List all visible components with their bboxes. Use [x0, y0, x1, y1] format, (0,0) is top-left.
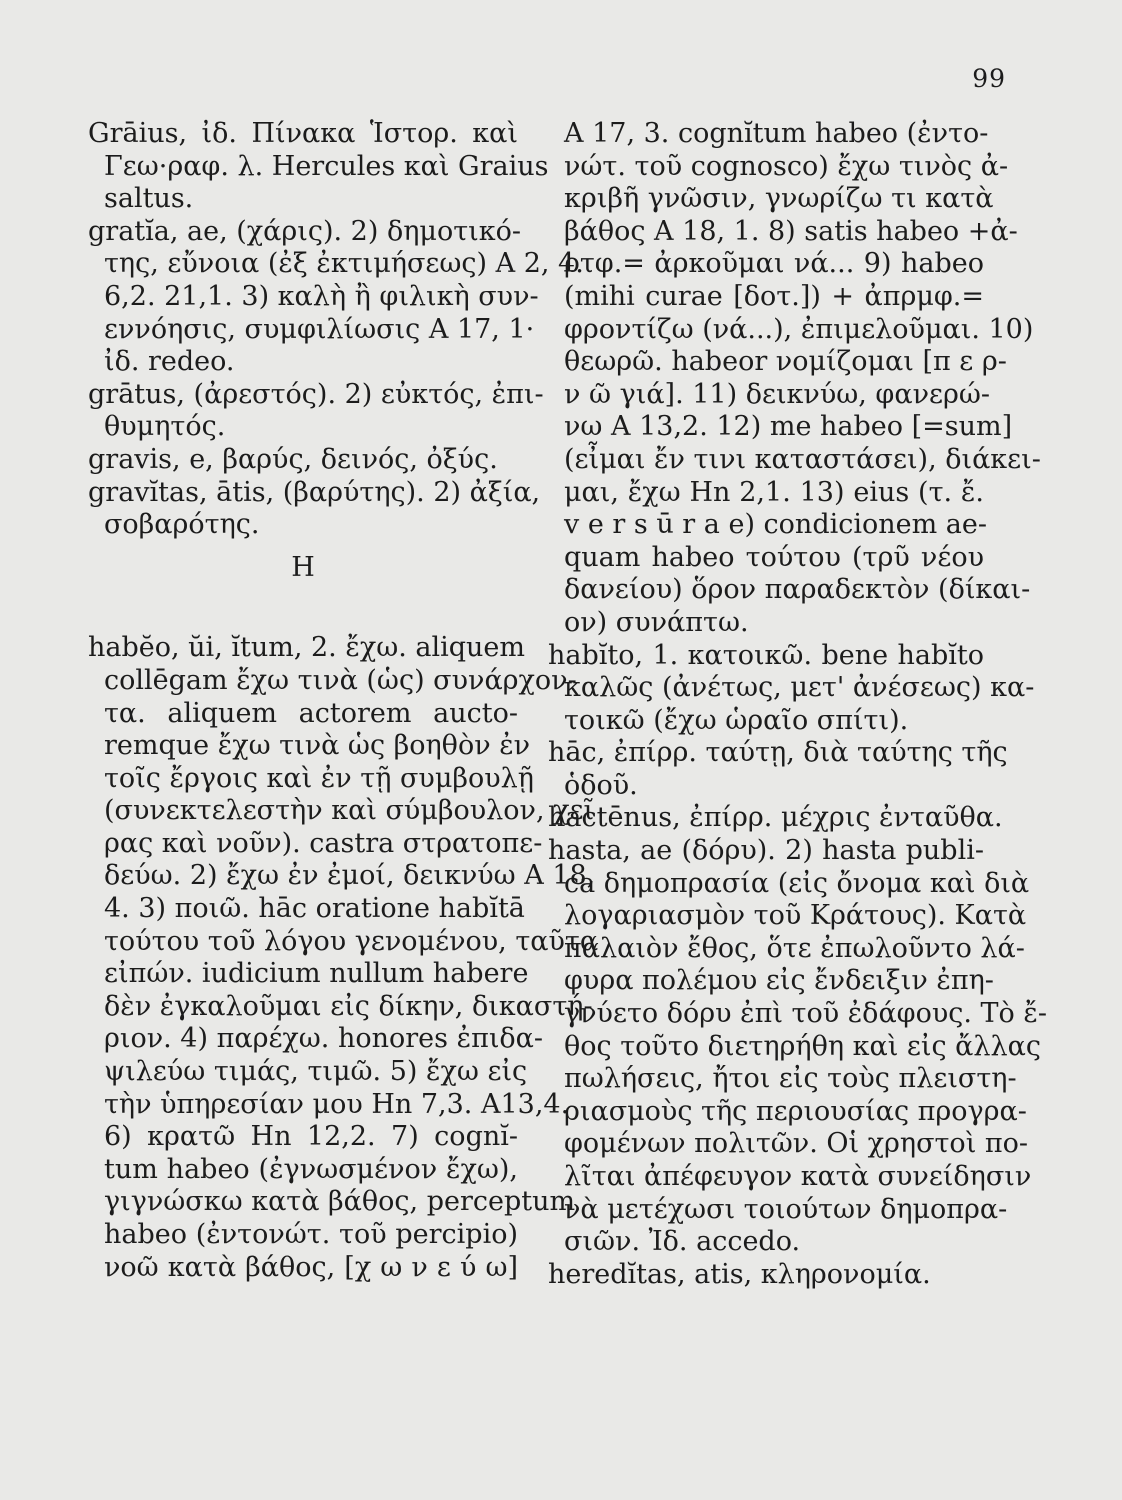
text-line: θος τοῦτο διετηρήθη καὶ εἰς ἄλλας [564, 1030, 1041, 1062]
text-line: gravis, e, βαρύς, δεινός, ὀξύς. [88, 443, 498, 475]
text-line: κριβῆ γνῶσιν, γνωρίζω τι κατὰ [564, 183, 994, 215]
text-line: παλαιὸν ἔθος, ὅτε ἐπωλοῦντο λά- [564, 932, 1025, 964]
text-line: ἰδ. redeo. [104, 346, 235, 378]
text-line: gravĭtas, ātis, (βαρύτης). 2) ἀξία, [88, 476, 541, 508]
text-line: ν ῶ γιά]. 11) δεικνύω, φανερώ- [564, 378, 990, 410]
text-line: δεύω. 2) ἔχω ἐν ἐμοί, δεικνύω Α 18, [104, 860, 596, 892]
text-line: habeo (ἐντονώτ. τοῦ percipio) [104, 1219, 518, 1250]
text-line: ca δημοπρασία (εἰς ὄνομα καὶ διὰ [564, 867, 1030, 899]
text-line: (εἶμαι ἔν τινι καταστάσει), διάκει- [564, 443, 1041, 475]
text-line: εννόησις, συμφιλίωσις Α 17, 1· [104, 313, 535, 345]
text-line: τὴν ὑπηρεσίαν μου Ηn 7,3. Α13,4. [104, 1088, 570, 1120]
left-entries-h [88, 632, 599, 1284]
text-line: Γεω·ραφ. λ. Hercules καὶ Graius [104, 150, 549, 182]
text-line: ὁδοῦ. [564, 769, 638, 801]
text-line: γιγνώσκω κατὰ βάθος, perceptum [104, 1186, 576, 1218]
left-column [88, 118, 599, 1284]
text-line: heredĭtas, atis, κληρονομία. [548, 1258, 931, 1290]
right-column [548, 118, 1047, 1291]
text-line: γνύετο δόρυ ἐπὶ τοῦ ἐδάφους. Τὸ ἔ- [564, 998, 1047, 1030]
text-line: (mihi curae [δοτ.]) + ἀπρμφ.= [564, 280, 984, 312]
text-line: (συνεκτελεστὴν καὶ σύμβουλον, χεῖ [104, 795, 595, 827]
text-line: πωλήσεις, ἤτοι εἰς τοὺς πλειστη- [564, 1063, 1017, 1095]
text-line: τα. aliquem actorem aucto- [104, 697, 518, 729]
text-line: θεωρῶ. habeor νομίζομαι [π ε ρ- [564, 346, 1007, 378]
text-line: v e r s ū r a e) condicionem ae- [564, 509, 988, 541]
text-line: τοικῶ (ἔχω ὡραῖο σπίτι). [564, 704, 909, 736]
text-line: Α 17, 3. cognĭtum habeo (ἐντο- [564, 118, 989, 149]
text-line: habĕo, ŭi, ĭtum, 2. ἔχω. aliquem [88, 632, 525, 664]
text-line: καλῶς (ἀνέτως, μετ' ἀνέσεως) κα- [564, 672, 1035, 704]
text-line: tum habeo (ἐγνωσμένον ἔχω), [104, 1153, 518, 1185]
text-line: λογαριασμὸν τοῦ Κράτους). Κατὰ [564, 900, 1027, 932]
left-entries-g [88, 118, 584, 542]
text-line: νοῶ κατὰ βάθος, [χ ω ν ε ύ ω] [104, 1251, 518, 1283]
text-line: ρας καὶ νοῦν). castra στρατοπε- [104, 827, 543, 859]
text-line: θυμητός. [104, 411, 226, 443]
text-line: gratĭa, ae, (χάρις). 2) δημοτικό- [88, 215, 521, 247]
text-line: τοῖς ἔργοις καὶ ἐν τῇ συμβουλῇ [104, 762, 534, 794]
text-line: μαι, ἔχω Ηn 2,1. 13) eius (τ. ἔ. [564, 476, 984, 508]
text-line: ριασμοὺς τῆς περιουσίας προγρα- [564, 1095, 1027, 1127]
text-line: hactēnus, ἐπίρρ. μέχρις ἐνταῦθα. [548, 802, 1003, 834]
text-line: της, εὔνοια (ἐξ ἐκτιμήσεως) Α 2, 4. [104, 248, 584, 280]
text-line: νὰ μετέχωσι τοιούτων δημοπρα- [564, 1193, 1008, 1225]
page-number: 99 [972, 64, 1006, 93]
text-line: 4. 3) ποιῶ. hāc oratione habĭtā [104, 893, 525, 925]
text-line: ον) συνάπτω. [564, 606, 749, 638]
text-line: φομένων πολιτῶν. Οἱ χρηστοὶ πο- [564, 1128, 1028, 1160]
text-line: λῖται ἀπέφευγον κατὰ συνείδησιν [564, 1161, 1032, 1192]
text-line: hāc, ἐπίρρ. ταύτῃ, διὰ ταύτης τῆς [548, 737, 1008, 769]
text-line: ριον. 4) παρέχω. honores ἐπιδα- [104, 1023, 544, 1055]
text-line: φροντίζω (νά...), ἐπιμελοῦμαι. 10) [564, 313, 1034, 345]
text-line: Grāius, ἰδ. Πίνακα Ἱστορ. καὶ [88, 118, 518, 149]
text-line: 6,2. 21,1. 3) καλὴ ἢ φιλικὴ συν- [104, 280, 539, 312]
text-line: τούτου τοῦ λόγου γενομένου, ταῦτα [104, 925, 599, 957]
text-line: δὲν ἐγκαλοῦμαι εἰς δίκην, δικαστή- [104, 990, 593, 1022]
text-line: remque ἔχω τινὰ ὡς βοηθὸν ἐν [104, 730, 531, 762]
right-entries [548, 118, 1047, 1291]
text-line: habĭto, 1. κατοικῶ. bene habĭto [548, 639, 984, 671]
text-line: 6) κρατῶ Ηn 12,2. 7) cognĭ- [104, 1121, 518, 1153]
text-line: ρτφ.= ἀρκοῦμαι νά... 9) habeo [564, 248, 984, 280]
text-line: νώτ. τοῦ cognosco) ἔχω τινὸς ἀ- [564, 150, 1009, 182]
text-line: σιῶν. Ἰδ. accedo. [564, 1226, 801, 1258]
text-line: hasta, ae (δόρυ). 2) hasta publi- [548, 835, 984, 867]
text-line: βάθος Α 18, 1. 8) satis habeo +ἀ- [564, 215, 1018, 247]
text-line: νω Α 13,2. 12) me habeo [=sum] [564, 411, 1013, 443]
text-line: δανείου) ὅρον παραδεκτὸν (δίκαι- [564, 574, 1031, 606]
text-line: saltus. [104, 183, 194, 215]
text-line: εἰπών. iudicium nullum habere [104, 958, 529, 990]
text-line: σοβαρότης. [104, 509, 260, 541]
text-line: ψιλεύω τιμάς, τιμῶ. 5) ἔχω εἰς [104, 1056, 528, 1088]
section-heading: Η [291, 551, 315, 583]
text-line: grātus, (ἀρεστός). 2) εὐκτός, ἐπι- [88, 378, 544, 410]
text-line: quam habeo τούτου (τρῦ νέου [564, 541, 984, 573]
text-line: φυρα πολέμου εἰς ἔνδειξιν ἐπη- [564, 965, 994, 997]
text-line: collēgam ἔχω τινὰ (ὡς) συνάρχον- [104, 664, 577, 696]
